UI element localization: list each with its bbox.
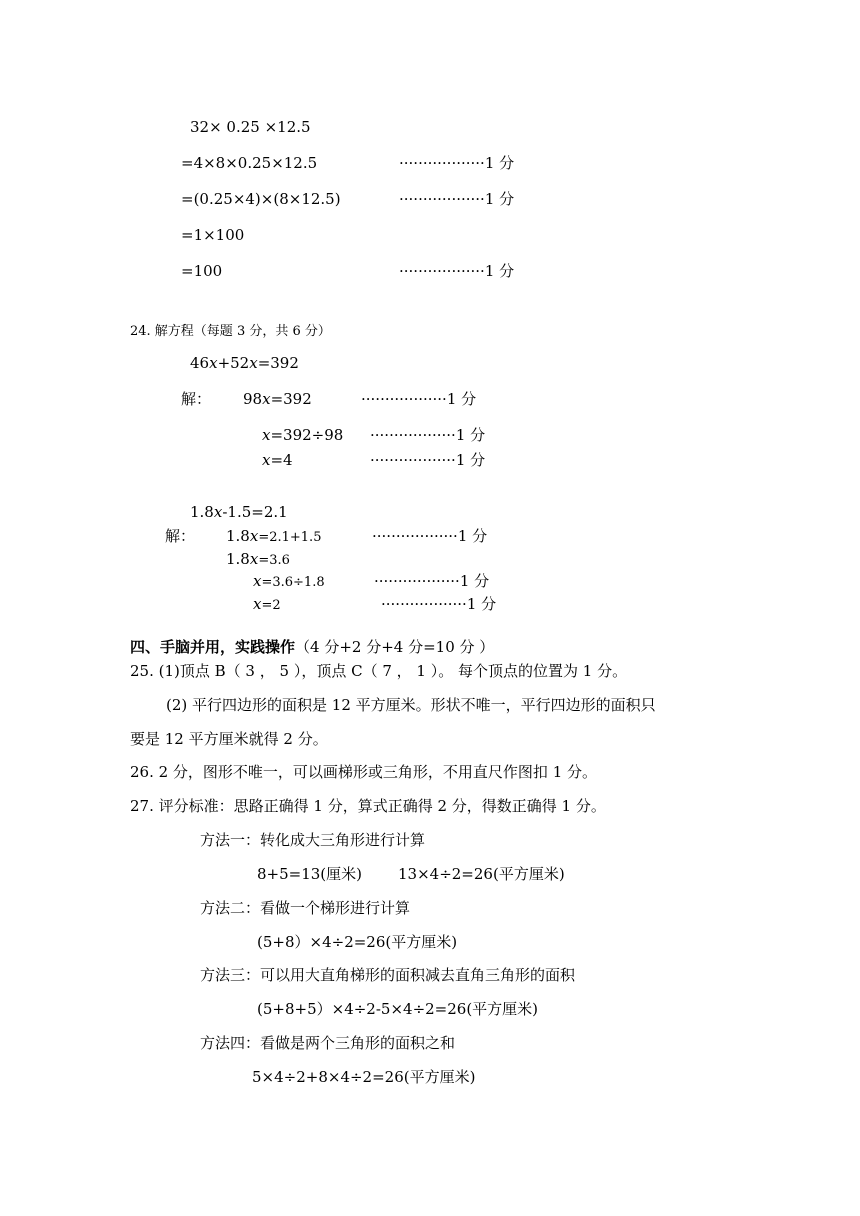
- score-mark: ··················1 分: [370, 451, 486, 469]
- equation-1-step-1: 98x=392: [243, 390, 312, 408]
- calc-line-1: 32× 0.25 ×12.5: [190, 118, 311, 136]
- equation-2-step-3: x=3.6÷1.8: [253, 572, 325, 590]
- equation-2-step-4: x=2: [253, 595, 281, 613]
- method-4-title: 方法四：看做是两个三角形的面积之和: [200, 1034, 456, 1052]
- method-2-title: 方法二：看做一个梯形进行计算: [200, 899, 411, 917]
- calc-line-4: =1×100: [181, 226, 245, 244]
- method-1-step-b: 13×4÷2=26(平方厘米): [398, 865, 565, 883]
- method-2-formula: (5+8）×4÷2=26(平方厘米): [257, 933, 458, 951]
- question-25-line-1: 25. (1)顶点 B（ 3 ， 5 ），顶点 C（ 7 ， 1 ）。 每个顶点的位置为 1 分。: [130, 662, 628, 680]
- score-mark: ··················1 分: [361, 390, 477, 408]
- equation-2-step-1: 1.8x=2.1+1.5: [226, 527, 322, 545]
- equation-2: 1.8x-1.5=2.1: [190, 503, 288, 521]
- equation-1-step-3: x=4: [262, 451, 293, 469]
- method-1-step-a: 8+5=13(厘米): [257, 865, 363, 883]
- calc-line-5: =100: [181, 262, 223, 280]
- equation-1-step-2: x=392÷98: [262, 426, 344, 444]
- calc-line-2: =4×8×0.25×12.5: [181, 154, 318, 172]
- score-mark: ··················1 分: [381, 595, 497, 613]
- equation-2-step-2: 1.8x=3.6: [226, 550, 290, 568]
- question-24-heading: 24. 解方程（每题 3 分，共 6 分）: [130, 324, 331, 339]
- section-4-heading: [130, 637, 494, 657]
- method-3-title: 方法三：可以用大直角梯形的面积减去直角三角形的面积: [200, 966, 576, 984]
- question-27-criteria: 27. 评分标准：思路正确得 1 分，算式正确得 2 分，得数正确得 1 分。: [130, 797, 606, 815]
- question-25-line-2: (2) 平行四边形的面积是 12 平方厘米。形状不唯一，平行四边形的面积只: [166, 696, 656, 714]
- score-mark: ··················1 分: [374, 572, 490, 590]
- solution-label: 解：: [165, 527, 196, 545]
- section-4-title: 四、手脑并用，实践操作: [130, 638, 296, 656]
- section-4-points: （4 分+2 分+4 分=10 分 ）: [295, 638, 495, 656]
- method-1-title: 方法一：转化成大三角形进行计算: [200, 831, 426, 849]
- score-mark: ··················1 分: [399, 154, 515, 172]
- equation-1: 46x+52x=392: [190, 354, 299, 372]
- calc-line-3: =(0.25×4)×(8×12.5): [181, 190, 341, 208]
- score-mark: ··················1 分: [399, 190, 515, 208]
- method-3-formula: (5+8+5）×4÷2-5×4÷2=26(平方厘米): [257, 1000, 539, 1018]
- score-mark: ··················1 分: [370, 426, 486, 444]
- solution-label: 解：: [181, 390, 212, 408]
- score-mark: ··················1 分: [399, 262, 515, 280]
- question-26: 26. 2 分，图形不唯一，可以画梯形或三角形，不用直尺作图扣 1 分。: [130, 763, 598, 781]
- method-4-formula: 5×4÷2+8×4÷2=26(平方厘米): [252, 1068, 476, 1086]
- question-25-line-3: 要是 12 平方厘米就得 2 分。: [130, 730, 328, 748]
- score-mark: ··················1 分: [372, 527, 488, 545]
